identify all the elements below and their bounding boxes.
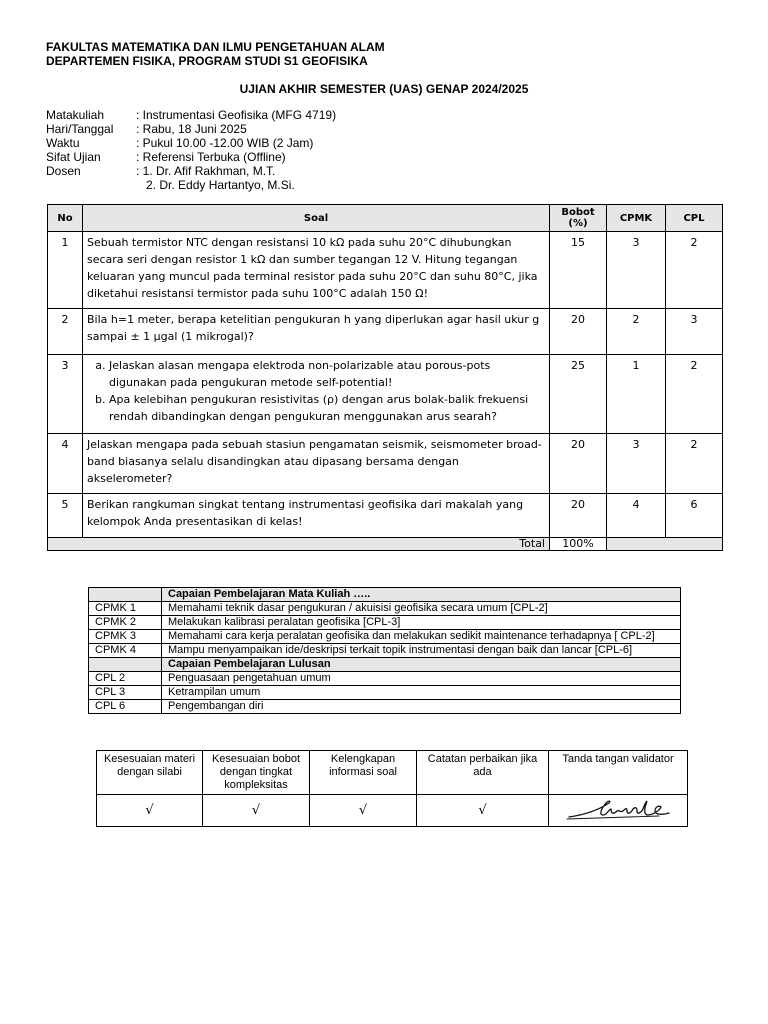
info-row-time — [46, 136, 336, 150]
question-no: 1 — [48, 232, 83, 309]
info-value: : 1. Dr. Afif Rakhman, M.T. — [136, 164, 276, 178]
sub-question-item: a. Jelaskan alasan mengapa elektroda non-polarizable atau porous-pots digunakan pada pengukuran metode self-potential! — [109, 357, 545, 391]
questions-header-row — [48, 205, 723, 232]
cpl-code: CPL 3 — [89, 686, 162, 700]
cpmk-code: CPMK 2 — [89, 616, 162, 630]
question-text: Bila h=1 meter, berapa ketelitian pengukuran h yang diperlukan agar hasil ukur g sampai ± 1 μgal (1 mikrogal)? — [83, 309, 550, 355]
cpl-code: CPL 6 — [89, 700, 162, 714]
question-cpmk: 3 — [607, 232, 666, 309]
col-header-bobot: Bobot (%) — [550, 205, 607, 232]
exam-title: UJIAN AKHIR SEMESTER (UAS) GENAP 2024/2025 — [239, 82, 529, 96]
question-row — [48, 232, 723, 309]
info-value: : Instrumentasi Geofisika (MFG 4719) — [136, 108, 337, 122]
question-text: Jelaskan mengapa pada sebuah stasiun pengamatan seismik, seismometer broad-band biasanya selalu disandingkan atau dipasang bersama dengan akselerometer? — [83, 434, 550, 494]
blank-cell — [89, 658, 162, 672]
cpmk-code: CPMK 1 — [89, 602, 162, 616]
col-header-cpl: CPL — [666, 205, 723, 232]
department-heading: DEPARTEMEN FISIKA, PROGRAM STUDI S1 GEOFISIKA — [46, 54, 368, 68]
question-bobot: 20 — [550, 309, 607, 355]
total-label: Total — [48, 538, 550, 551]
cpl-row — [89, 672, 681, 686]
question-text: Berikan rangkuman singkat tentang instrumentasi geofisika dari makalah yang kelompok Anda presentasikan di kelas! — [83, 494, 550, 538]
cpl-heading: Capaian Pembelajaran Lulusan — [162, 658, 681, 672]
cpmk-desc: Mampu menyampaikan ide/deskripsi terkait topik instrumentasi dengan baik dan lancar [CPL-6] — [162, 644, 681, 658]
cpmk-row — [89, 644, 681, 658]
sub-question-list — [87, 357, 545, 425]
total-value: 100% — [550, 538, 607, 551]
validation-table — [96, 750, 688, 827]
col-header-no: No — [48, 205, 83, 232]
info-label: Waktu — [46, 136, 80, 150]
question-cpl: 6 — [666, 494, 723, 538]
question-cpmk: 3 — [607, 434, 666, 494]
info-value: 2. Dr. Eddy Hartantyo, M.Si. — [136, 178, 295, 192]
info-row-type — [46, 150, 336, 164]
faculty-heading: FAKULTAS MATEMATIKA DAN ILMU PENGETAHUAN ALAM — [46, 40, 385, 54]
question-cpmk: 2 — [607, 309, 666, 355]
check-mark: √ — [310, 795, 417, 827]
cpmk-code: CPMK 4 — [89, 644, 162, 658]
cpmk-row — [89, 616, 681, 630]
question-text: Sebuah termistor NTC dengan resistansi 10 kΩ pada suhu 20°C dihubungkan secara seri dengan resistor 1 kΩ dan sumber tegangan 12 V. Hitung tegangan keluaran yang muncul pada terminal resistor pada suhu 20°C dan suhu 80°C, jika diketahui resistansi termistor pada suhu 100°C adalah 150 Ω! — [83, 232, 550, 309]
info-row-lecturer-2 — [46, 178, 336, 192]
validation-header: Kesesuaian materi dengan silabi — [97, 751, 203, 795]
question-bobot: 15 — [550, 232, 607, 309]
question-cpl: 2 — [666, 434, 723, 494]
cpmk-desc: Melakukan kalibrasi peralatan geofisika [CPL-3] — [162, 616, 681, 630]
question-text — [83, 355, 550, 434]
info-label — [46, 178, 136, 192]
question-no: 4 — [48, 434, 83, 494]
cpmk-row — [89, 630, 681, 644]
learning-outcomes-table — [88, 587, 681, 714]
cpl-desc: Penguasaan pengetahuan umum — [162, 672, 681, 686]
cpl-code: CPL 2 — [89, 672, 162, 686]
cpmk-desc: Memahami cara kerja peralatan geofisika dan melakukan sedikit maintenance terhadapnya [ CPL-2] — [162, 630, 681, 644]
cpmk-desc: Memahami teknik dasar pengukuran / akuisisi geofisika secara umum [CPL-2] — [162, 602, 681, 616]
check-mark: √ — [97, 795, 203, 827]
validation-header: Kelengkapan informasi soal — [310, 751, 417, 795]
question-bobot: 20 — [550, 434, 607, 494]
question-cpmk: 1 — [607, 355, 666, 434]
question-cpl: 2 — [666, 232, 723, 309]
question-no: 5 — [48, 494, 83, 538]
signature-icon — [563, 797, 673, 821]
info-value: : Rabu, 18 Juni 2025 — [136, 122, 247, 136]
question-cpl: 2 — [666, 355, 723, 434]
question-row — [48, 434, 723, 494]
blank-cell — [89, 588, 162, 602]
question-cpmk: 4 — [607, 494, 666, 538]
cpmk-heading: Capaian Pembelajaran Mata Kuliah ….. — [162, 588, 681, 602]
cpmk-heading-row — [89, 588, 681, 602]
info-label: Matakuliah — [46, 108, 105, 122]
exam-info — [46, 108, 336, 192]
info-label: Dosen — [46, 164, 81, 178]
validation-header: Tanda tangan validator — [549, 751, 688, 795]
info-value: : Pukul 10.00 -12.00 WIB (2 Jam) — [136, 136, 314, 150]
info-label: Sifat Ujian — [46, 150, 101, 164]
total-row — [48, 538, 723, 551]
validation-header: Kesesuaian bobot dengan tingkat kompleksitas — [203, 751, 310, 795]
question-row — [48, 355, 723, 434]
question-cpl: 3 — [666, 309, 723, 355]
info-label: Hari/Tanggal — [46, 122, 114, 136]
check-mark: √ — [417, 795, 549, 827]
validation-header: Catatan perbaikan jika ada — [417, 751, 549, 795]
question-bobot: 25 — [550, 355, 607, 434]
cpl-desc: Pengembangan diri — [162, 700, 681, 714]
cpmk-row — [89, 602, 681, 616]
validation-header-row — [97, 751, 688, 795]
total-filler — [607, 538, 723, 551]
question-no: 3 — [48, 355, 83, 434]
info-row-lecturer — [46, 164, 336, 178]
question-bobot: 20 — [550, 494, 607, 538]
col-header-soal: Soal — [83, 205, 550, 232]
cpmk-code: CPMK 3 — [89, 630, 162, 644]
col-header-cpmk: CPMK — [607, 205, 666, 232]
validation-check-row — [97, 795, 688, 827]
cpl-row — [89, 700, 681, 714]
info-value: : Referensi Terbuka (Offline) — [136, 150, 286, 164]
cpl-desc: Ketrampilan umum — [162, 686, 681, 700]
check-mark: √ — [203, 795, 310, 827]
cpl-row — [89, 686, 681, 700]
questions-table — [47, 204, 723, 551]
info-row-date — [46, 122, 336, 136]
signature-cell — [549, 795, 688, 827]
question-row — [48, 309, 723, 355]
cpl-heading-row — [89, 658, 681, 672]
question-row — [48, 494, 723, 538]
question-no: 2 — [48, 309, 83, 355]
sub-question-item: b. Apa kelebihan pengukuran resistivitas (ρ) dengan arus bolak-balik frekuensi rendah dibandingkan dengan pengukuran menggunakan arus searah? — [109, 391, 545, 425]
info-row-course — [46, 108, 336, 122]
